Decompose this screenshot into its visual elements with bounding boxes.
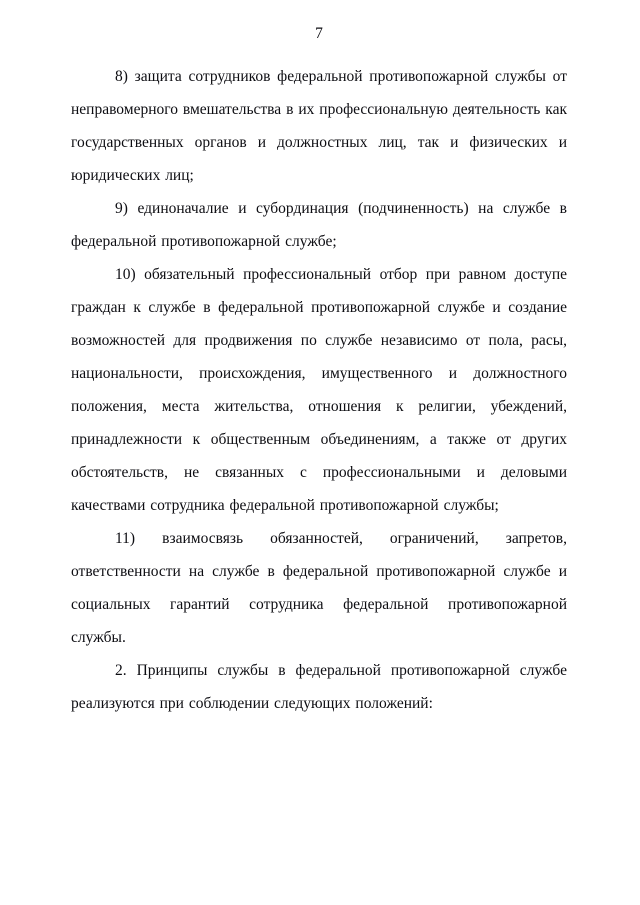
page-number: 7 (315, 25, 323, 42)
document-body (71, 60, 567, 720)
paragraph-item-11: 11) взаимосвязь обязанностей, ограничений, запретов, ответственности на службе в федеральной противопожарной службе и социальных гарантий сотрудника федеральной противопожарной службы. (71, 530, 567, 646)
paragraph-principles: 2. Принципы службы в федеральной противопожарной службе реализуются при соблюдении следующих положений: (71, 662, 567, 712)
paragraph-item-10: 10) обязательный профессиональный отбор при равном доступе граждан к службе в федеральной противопожарной службе и создание возможностей для продвижения по службе независимо от пола, расы, национальности, происхождения, имущественного и должностного положения, места жительства, отношения к религии, убеждений, принадлежности к общественным объединениям, а также от других обстоятельств, не связанных с профессиональными и деловыми качествами сотрудника федеральной противопожарной службы; (71, 266, 567, 514)
paragraph-item-9: 9) единоначалие и субординация (подчиненность) на службе в федеральной противопожарной службе; (71, 200, 567, 250)
paragraph-item-8: 8) защита сотрудников федеральной противопожарной службы от неправомерного вмешательства в их профессиональную деятельность как государственных органов и должностных лиц, так и физических и юридических лиц; (71, 68, 567, 184)
